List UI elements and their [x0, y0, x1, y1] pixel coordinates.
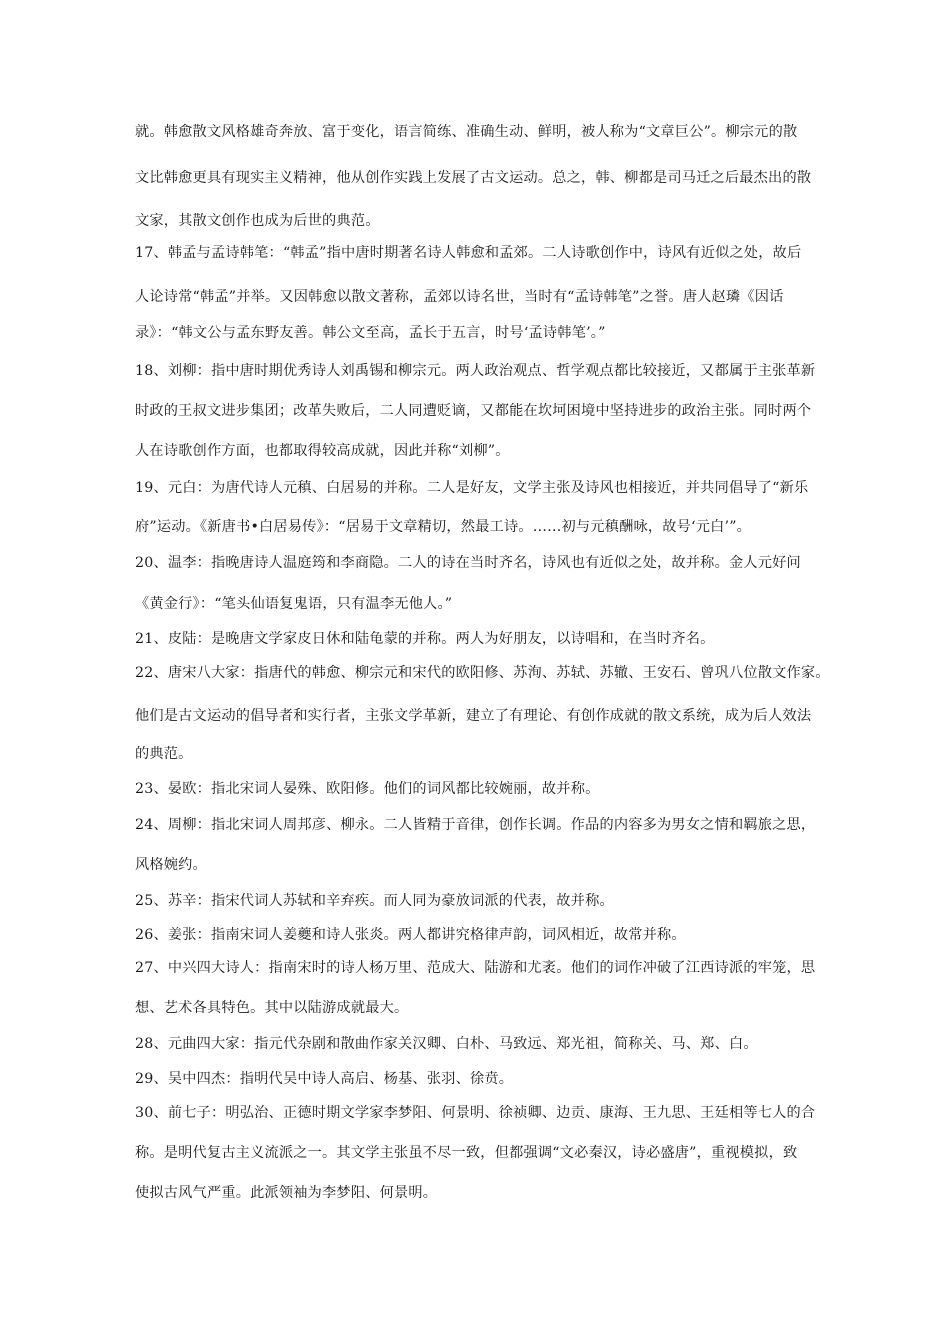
text-line: 17、韩孟与孟诗韩笔：“韩孟”指中唐时期著名诗人韩愈和孟郊。二人诗歌创作中，诗风有近似之处，故后: [135, 245, 802, 261]
text-line: 29、吴中四杰：指明代吴中诗人高启、杨基、张羽、徐贲。: [135, 1071, 514, 1087]
text-line: 他们是古文运动的倡导者和实行者，主张文学革新，建立了有理论、有创作成就的散文系统，成为后人效法: [135, 708, 812, 724]
text-line: 《黄金行》：“笔头仙语复鬼语，只有温李无他人。”: [135, 596, 453, 612]
text-line: 录》：“韩文公与孟东野友善。韩公文至高，孟长于五言，时号‘孟诗韩笔’。”: [135, 325, 606, 341]
text-line: 28、元曲四大家：指元代杂剧和散曲作家关汉卿、白朴、马致远、郑光祖，简称关、马、郑、白。: [135, 1036, 758, 1052]
text-line: 23、晏欧：指北宋词人晏殊、欧阳修。他们的词风都比较婉丽，故并称。: [135, 781, 600, 797]
text-line: 22、唐宋八大家：指唐代的韩愈、柳宗元和宋代的欧阳修、苏洵、苏轼、苏辙、王安石、曾巩八位散文作家。: [135, 665, 830, 681]
text-line: 20、温李：指晚唐诗人温庭筠和李商隐。二人的诗在当时齐名，诗风也有近似之处，故并称。金人元好问: [135, 555, 801, 571]
text-line: 21、皮陆：是晚唐文学家皮日休和陆龟蒙的并称。两人为好朋友，以诗唱和，在当时齐名。: [135, 631, 715, 647]
text-line: 18、刘柳：指中唐时期优秀诗人刘禹锡和柳宗元。两人政治观点、哲学观点都比较接近，又都属于主张革新: [135, 363, 816, 379]
text-line: 24、周柳：指北宋词人周邦彦、柳永。二人皆精于音律，创作长调。作品的内容多为男女之情和羁旅之思，: [135, 817, 816, 833]
text-line: 称。是明代复古主义流派之一。其文学主张虽不尽一致，但都强调“文必秦汉，诗必盛唐”，重视模拟，致: [135, 1145, 798, 1161]
text-line: 使拟古风气严重。此派领袖为李梦阳、何景明。: [135, 1185, 438, 1201]
text-line: 人在诗歌创作方面，也都取得较高成就，因此并称“刘柳”。: [135, 443, 510, 459]
text-line: 27、中兴四大诗人：指南宋时的诗人杨万里、范成大、陆游和尤袤。他们的词作冲破了江西诗派的牢笼，思: [135, 960, 816, 976]
text-line: 30、前七子：明弘治、正德时期文学家李梦阳、何景明、徐祯卿、边贡、康海、王九思、王廷相等七人的合: [135, 1105, 816, 1121]
text-line: 文家，其散文创作也成为后世的典范。: [135, 213, 380, 229]
text-line: 26、姜张：指南宋词人姜夔和诗人张炎。两人都讲究格律声韵，词风相近，故常并称。: [135, 927, 686, 943]
text-line: 风格婉约。: [135, 857, 207, 873]
text-line: 25、苏辛：指宋代词人苏轼和辛弃疾。而人同为豪放词派的代表，故并称。: [135, 893, 614, 909]
text-line: 就。韩愈散文风格雄奇奔放、富于变化，语言简练、准确生动、鲜明，被人称为“文章巨公”。柳宗元的散: [135, 124, 798, 140]
text-line: 府”运动。《新唐书•白居易传》：“居易于文章精切，然最工诗。……初与元稹酬咏，故号‘元白’”。: [135, 519, 752, 535]
text-line: 文比韩愈更具有现实主义精神，他从创作实践上发展了古文运动。总之，韩、柳都是司马迁之后最杰出的散: [135, 170, 812, 186]
text-line: 19、元白：为唐代诗人元稹、白居易的并称。二人是好友，文学主张及诗风也相接近，并共同倡导了“新乐: [135, 480, 809, 496]
text-line: 想、艺术各具特色。其中以陆游成就最大。: [135, 1000, 409, 1016]
text-line: 时政的王叔文进步集团；改革失败后，二人同遭贬谪，又都能在坎坷困境中坚持进步的政治主张。同时两个: [135, 403, 812, 419]
text-line: 的典范。: [135, 746, 193, 762]
text-line: 人论诗常“韩孟”并举。又因韩愈以散文著称，孟郊以诗名世，当时有“孟诗韩笔”之誉。唐人赵璘《因话: [135, 289, 784, 305]
